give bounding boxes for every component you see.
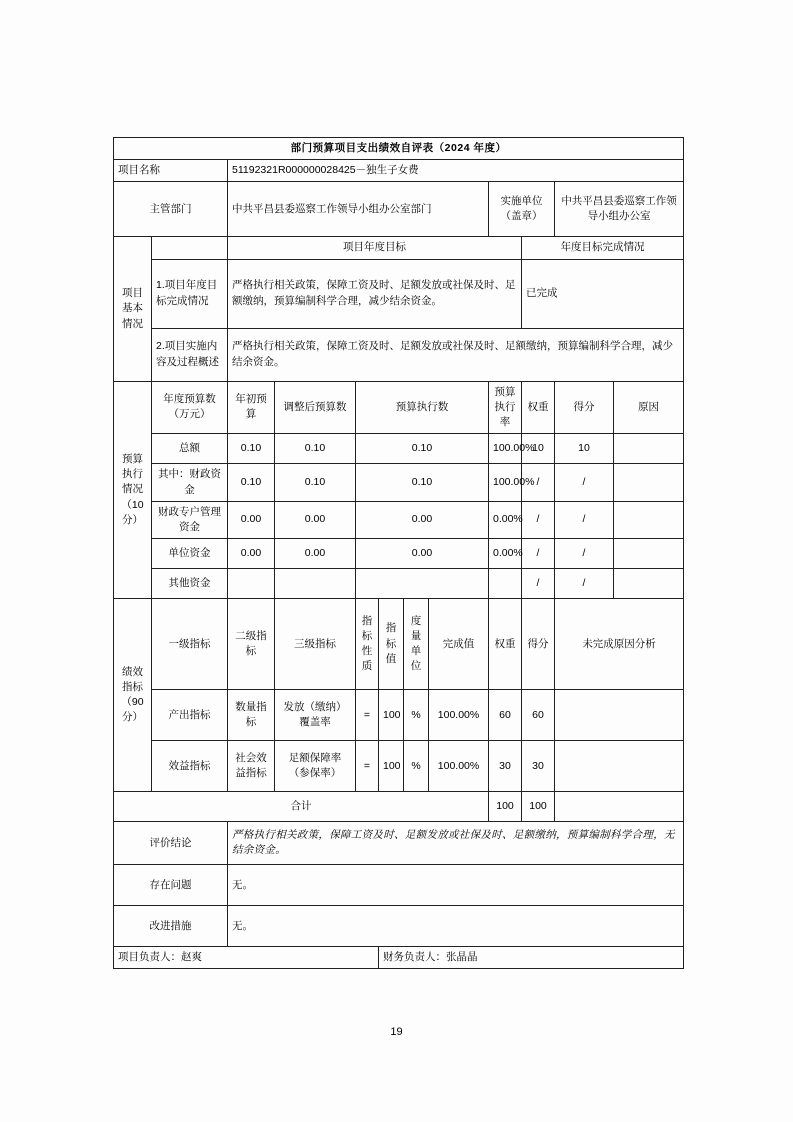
item1-label: 1.项目年度目标完成情况 xyxy=(152,259,228,328)
item1-result-text: 已完成 xyxy=(522,259,684,328)
page-title: 部门预算项目支出绩效自评表（2024 年度） xyxy=(114,138,684,160)
annual-result-header: 年度目标完成情况 xyxy=(522,237,684,259)
perf-nature: = xyxy=(356,690,379,741)
budget-row xyxy=(114,569,684,599)
budget-row-adjusted xyxy=(275,569,356,599)
budget-row-executed: 0.10 xyxy=(356,434,489,464)
report-table-container xyxy=(113,137,683,969)
department-label: 主管部门 xyxy=(114,182,228,237)
perf-unit: % xyxy=(404,690,429,741)
perf-col-unit: 度量单位 xyxy=(404,599,429,690)
budget-row-rate: 100.00% xyxy=(489,434,522,464)
budget-row-name: 财政专户管理资金 xyxy=(152,501,228,538)
evaluation-label: 评价结论 xyxy=(114,822,228,865)
budget-row-executed: 0.00 xyxy=(356,501,489,538)
budget-row-score: / xyxy=(555,464,614,501)
budget-row-initial xyxy=(228,569,275,599)
budget-col-initial: 年初预算 xyxy=(228,381,275,434)
totals-label: 合计 xyxy=(114,792,489,822)
budget-row-executed: 0.00 xyxy=(356,539,489,569)
perf-actual: 100.00% xyxy=(429,741,489,792)
perf-value: 100 xyxy=(379,690,404,741)
budget-row-weight: / xyxy=(522,501,555,538)
budget-col-year: 年度预算数（万元） xyxy=(152,381,228,434)
evaluation-row xyxy=(114,822,684,865)
signature-row xyxy=(114,947,684,969)
perf-col-value: 指标值 xyxy=(379,599,404,690)
perf-value: 100 xyxy=(379,741,404,792)
perf-actual: 100.00% xyxy=(429,690,489,741)
budget-row-weight: / xyxy=(522,539,555,569)
improvement-text: 无。 xyxy=(228,906,684,947)
budget-row-rate xyxy=(489,569,522,599)
totals-weight: 100 xyxy=(489,792,522,822)
perf-col-reason: 未完成原因分析 xyxy=(555,599,684,690)
project-owner: 项目负责人：赵爽 xyxy=(114,947,379,969)
budget-section-label: 预算执行情况（10 分） xyxy=(114,381,152,599)
problem-label: 存在问题 xyxy=(114,865,228,906)
perf-unit: % xyxy=(404,741,429,792)
totals-blank xyxy=(555,792,684,822)
performance-section-label: 绩效指标（90 分） xyxy=(114,599,152,792)
totals-row xyxy=(114,792,684,822)
budget-row-adjusted: 0.00 xyxy=(275,539,356,569)
evaluation-text: 严格执行相关政策，保障工资及时、足额发放或社保及时、足额缴纳，预算编制科学合理，无结余资金。 xyxy=(228,822,684,865)
perf-col-weight: 权重 xyxy=(489,599,522,690)
budget-row-reason xyxy=(614,464,684,501)
budget-row-score: / xyxy=(555,569,614,599)
item1-target-text: 严格执行相关政策，保障工资及时、足额发放或社保及时、足额缴纳，预算编制科学合理，减少结余资金。 xyxy=(228,259,522,328)
perf-col-level2: 二级指标 xyxy=(228,599,275,690)
perf-col-level3: 三级指标 xyxy=(275,599,356,690)
budget-col-adjusted: 调整后预算数 xyxy=(275,381,356,434)
budget-row-name: 其他资金 xyxy=(152,569,228,599)
budget-row-weight: 10 xyxy=(522,434,555,464)
basic-info-item2-row xyxy=(114,328,684,381)
budget-row-rate: 0.00% xyxy=(489,539,522,569)
performance-row xyxy=(114,741,684,792)
project-name-label: 项目名称 xyxy=(114,160,228,182)
perf-col-nature: 指标性质 xyxy=(356,599,379,690)
improvement-row xyxy=(114,906,684,947)
problem-text: 无。 xyxy=(228,865,684,906)
basic-info-spacer xyxy=(152,237,228,259)
perf-score: 60 xyxy=(522,690,555,741)
budget-row-weight: / xyxy=(522,569,555,599)
perf-weight: 60 xyxy=(489,690,522,741)
totals-score: 100 xyxy=(522,792,555,822)
budget-row-name: 单位资金 xyxy=(152,539,228,569)
budget-row-score: / xyxy=(555,539,614,569)
budget-col-rate: 预算执行率 xyxy=(489,381,522,434)
budget-row-adjusted: 0.10 xyxy=(275,464,356,501)
budget-row-adjusted: 0.00 xyxy=(275,501,356,538)
budget-row-adjusted: 0.10 xyxy=(275,434,356,464)
basic-info-item1-row xyxy=(114,259,684,328)
project-name-value: 51192321R000000028425－独生子女费 xyxy=(228,160,684,182)
perf-nature: = xyxy=(356,741,379,792)
implementing-unit-value: 中共平昌县委巡察工作领导小组办公室 xyxy=(555,182,684,237)
page-number: 19 xyxy=(390,1026,403,1038)
performance-self-evaluation-table xyxy=(113,137,684,969)
perf-reason xyxy=(555,690,684,741)
budget-row-reason xyxy=(614,501,684,538)
annual-target-header: 项目年度目标 xyxy=(228,237,522,259)
title-row xyxy=(114,138,684,160)
department-value: 中共平昌县委巡察工作领导小组办公室部门 xyxy=(228,182,489,237)
basic-info-label: 项目基本情况 xyxy=(114,237,152,381)
perf-col-level1: 一级指标 xyxy=(152,599,228,690)
budget-row-name: 总额 xyxy=(152,434,228,464)
budget-row-reason xyxy=(614,434,684,464)
implementing-unit-label: 实施单位 （盖章） xyxy=(489,182,555,237)
budget-row-initial: 0.00 xyxy=(228,501,275,538)
performance-row xyxy=(114,690,684,741)
budget-row-initial: 0.10 xyxy=(228,434,275,464)
budget-row-score: 10 xyxy=(555,434,614,464)
budget-row xyxy=(114,539,684,569)
budget-row-score: / xyxy=(555,501,614,538)
budget-row-reason xyxy=(614,539,684,569)
perf-col-actual: 完成值 xyxy=(429,599,489,690)
budget-row-initial: 0.10 xyxy=(228,464,275,501)
perf-level1: 产出指标 xyxy=(152,690,228,741)
budget-row-rate: 0.00% xyxy=(489,501,522,538)
budget-header-row xyxy=(114,381,684,434)
perf-score: 30 xyxy=(522,741,555,792)
improvement-label: 改进措施 xyxy=(114,906,228,947)
budget-col-reason: 原因 xyxy=(614,381,684,434)
budget-row-name: 其中：财政资金 xyxy=(152,464,228,501)
perf-level3: 足额保障率（参保率） xyxy=(275,741,356,792)
perf-level2: 社会效益指标 xyxy=(228,741,275,792)
budget-row xyxy=(114,464,684,501)
budget-col-executed: 预算执行数 xyxy=(356,381,489,434)
perf-col-score: 得分 xyxy=(522,599,555,690)
budget-row xyxy=(114,434,684,464)
budget-row-executed xyxy=(356,569,489,599)
perf-weight: 30 xyxy=(489,741,522,792)
perf-level3: 发放（缴纳）覆盖率 xyxy=(275,690,356,741)
item2-label: 2.项目实施内容及过程概述 xyxy=(152,328,228,381)
item2-text: 严格执行相关政策，保障工资及时、足额发放或社保及时、足额缴纳，预算编制科学合理，减少结余资金。 xyxy=(228,328,684,381)
budget-col-score: 得分 xyxy=(555,381,614,434)
budget-row-initial: 0.00 xyxy=(228,539,275,569)
project-name-row xyxy=(114,160,684,182)
budget-row-weight: / xyxy=(522,464,555,501)
perf-level2: 数量指标 xyxy=(228,690,275,741)
department-row xyxy=(114,182,684,237)
budget-row-reason xyxy=(614,569,684,599)
perf-level1: 效益指标 xyxy=(152,741,228,792)
budget-row xyxy=(114,501,684,538)
basic-info-header-row xyxy=(114,237,684,259)
budget-col-weight: 权重 xyxy=(522,381,555,434)
problem-row xyxy=(114,865,684,906)
finance-owner: 财务负责人：张晶晶 xyxy=(379,947,684,969)
budget-row-executed: 0.10 xyxy=(356,464,489,501)
perf-reason xyxy=(555,741,684,792)
performance-header-row xyxy=(114,599,684,690)
budget-row-rate: 100.00% xyxy=(489,464,522,501)
